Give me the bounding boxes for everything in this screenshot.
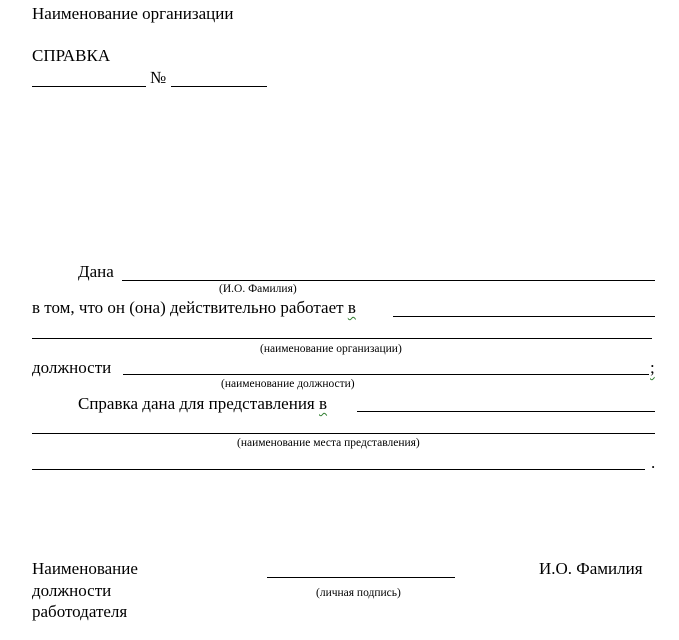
organization-hint: (наименование организации) (260, 343, 402, 355)
employer-position-line-2: должности (32, 581, 112, 600)
employer-position-line-1: Наименование (32, 559, 138, 578)
place-hint: (наименование места представления) (237, 437, 420, 449)
place-field-line-2[interactable] (32, 433, 655, 434)
presented-to-preposition: в (319, 394, 328, 413)
signature-field-line[interactable] (267, 577, 455, 578)
employer-position-line-3: работодателя (32, 602, 128, 621)
presented-to-label (78, 394, 327, 414)
works-at-label (32, 298, 356, 318)
position-hint: (наименование должности) (221, 378, 355, 390)
place-field-line-1[interactable] (357, 411, 655, 412)
document-title: СПРАВКА (32, 46, 111, 65)
organization-field-line-1[interactable] (393, 316, 655, 317)
date-field-line[interactable] (32, 86, 146, 87)
position-label: должности (32, 358, 112, 377)
place-field-line-3[interactable] (32, 469, 645, 470)
position-end-mark: ; (650, 358, 655, 377)
place-end-mark: . (651, 453, 656, 472)
presented-to-text: Справка дана для представления (78, 394, 315, 413)
organization-name: Наименование организации (32, 4, 234, 23)
signer-name: И.О. Фамилия (539, 559, 643, 578)
number-sign: № (150, 68, 167, 87)
signature-hint: (личная подпись) (316, 587, 401, 599)
full-name-hint: (И.О. Фамилия) (219, 283, 297, 295)
number-field-line[interactable] (171, 86, 267, 87)
issued-to-label: Дана (78, 262, 114, 281)
organization-field-line-2[interactable] (32, 338, 652, 339)
position-field-line[interactable] (123, 374, 649, 375)
full-name-field-line[interactable] (122, 280, 655, 281)
works-at-preposition: в (347, 298, 356, 317)
works-at-text: в том, что он (она) действительно работает (32, 298, 344, 317)
